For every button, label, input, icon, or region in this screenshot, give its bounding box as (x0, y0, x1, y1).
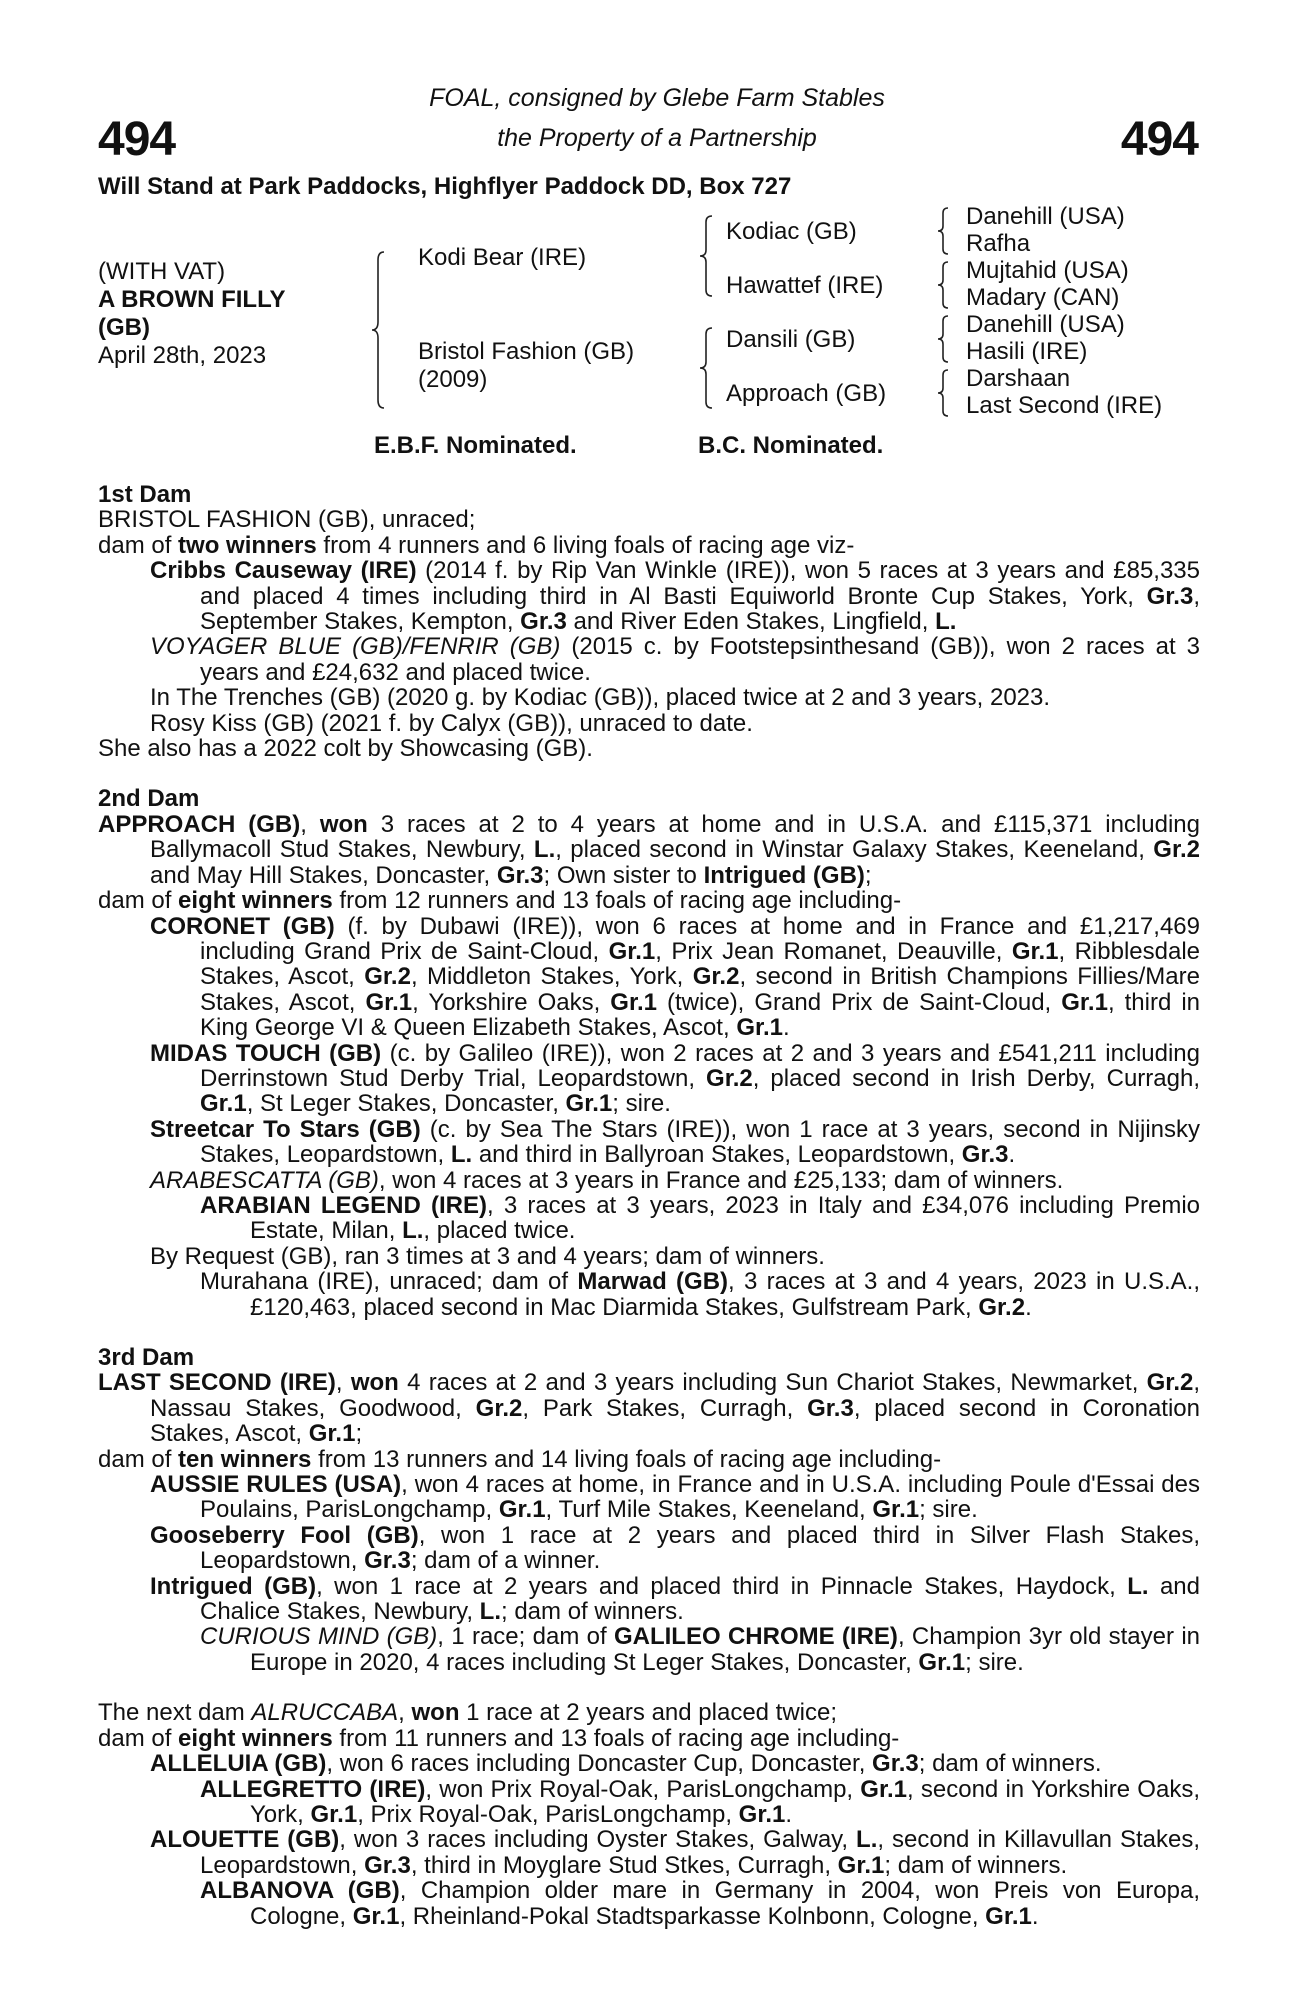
produce-entry: Cribbs Causeway (IRE) (2014 f. by Rip Van Winkle (IRE)), won 5 races at 3 years and £85,335 and placed 4 times including third in Al Basti Equiworld Bronte Cup Stakes, York, Gr.3, September Stakes, Kempton, Gr.3 and River Eden Stakes, Lingfield, L. (150, 557, 1200, 636)
produce-entry: By Request (GB), ran 3 times at 3 and 4 years; dam of winners. (150, 1242, 825, 1270)
produce-note: She also has a 2022 colt by Showcasing (GB). (98, 735, 593, 763)
third-dam-heading: 3rd Dam (98, 1344, 195, 1371)
fourth-dam-name: The next dam ALRUCCABA, won 1 race at 2 years and placed twice; (98, 1699, 838, 1727)
produce-entry: ALOUETTE (GB), won 3 races including Oyster Stakes, Galway, L., second in Killavullan Stakes, Leopardstown, Gr.3, third in Moyglare Stud Stkes, Curragh, Gr.1; dam of winners. (150, 1826, 1201, 1879)
produce-entry: In The Trenches (GB) (2020 g. by Kodiac (GB)), placed twice at 2 and 3 years, 2023. (150, 684, 1051, 712)
ggp-3: Mujtahid (USA) (966, 257, 1129, 284)
ggp-brace-4 (938, 368, 952, 418)
lot-number-right: 494 (1120, 113, 1198, 166)
first-dam-heading: 1st Dam (98, 481, 192, 508)
bc-nomination: B.C. Nominated. (698, 432, 884, 459)
produce-entry: AUSSIE RULES (USA), won 4 races at home, in France and in U.S.A. including Poule d'Essai des Poulains, ParisLongchamp, Gr.1, Turf Mile Stakes, Keeneland, Gr.1; sire. (150, 1471, 1200, 1524)
produce-entry: ARABESCATTA (GB), won 4 races at 3 years in France and £25,133; dam of winners. (150, 1166, 1064, 1194)
sire-sire: Kodiac (GB) (726, 218, 857, 245)
dam-dam: Approach (GB) (726, 380, 887, 407)
ebf-nomination: E.B.F. Nominated. (374, 432, 577, 459)
fourth-dam-produce: dam of eight winners from 11 runners and 13 foals of racing age including- (98, 1724, 900, 1752)
stand-location: Will Stand at Park Paddocks, Highflyer Paddock DD, Box 727 (98, 173, 792, 200)
ggp-brace-3 (938, 314, 952, 364)
ggp-8: Last Second (IRE) (966, 392, 1163, 419)
second-dam-produce: dam of eight winners from 12 runners and 13 foals of racing age including- (98, 887, 902, 915)
produce-entry: ARABIAN LEGEND (IRE), 3 races at 3 years, 2023 in Italy and £34,076 including Premio Estate, Milan, L., placed twice. (200, 1191, 1201, 1245)
dam-line-brace (700, 326, 720, 412)
ggp-brace-1 (938, 206, 952, 256)
sire: Kodi Bear (IRE) (418, 244, 587, 271)
horse-origin: (GB) (98, 314, 150, 341)
ggp-1: Danehill (USA) (966, 203, 1125, 230)
third-dam-produce: dam of ten winners from 13 runners and 14 living foals of racing age including- (98, 1445, 942, 1473)
first-dam-produce: dam of two winners from 4 runners and 6 living foals of racing age viz- (98, 531, 855, 559)
catalogue-body (98, 482, 1200, 1929)
dam-sire: Dansili (GB) (726, 326, 856, 353)
produce-entry: MIDAS TOUCH (GB) (c. by Galileo (IRE)), won 2 races at 2 and 3 years and £541,211 including Derrinstown Stud Derby Trial, Leopardstown, Gr.2, placed second in Irish Derby, Curragh, Gr.1, St Leger Stakes, Doncaster, Gr.1; sire. (150, 1039, 1200, 1118)
parents-brace (372, 250, 392, 410)
ggp-brace-2 (938, 260, 952, 310)
produce-entry: Rosy Kiss (GB) (2021 f. by Calyx (GB)), unraced to date. (150, 709, 753, 737)
dam-year: (2009) (418, 366, 488, 393)
dam: Bristol Fashion (GB) (418, 338, 635, 365)
third-dam-name: LAST SECOND (IRE), won 4 races at 2 and 3 years including Sun Chariot Stakes, Newmarket, Gr.2, Nassau Stakes, Goodwood, Gr.2, Park Stakes, Curragh, Gr.3, placed second in Coronation Stakes, Ascot, Gr.1; (98, 1369, 1201, 1448)
produce-entry: ALBANOVA (GB), Champion older mare in Germany in 2004, won Preis von Europa, Cologne, Gr.1, Rheinland-Pokal Stadtsparkasse Kolnbonn, Cologne, Gr.1. (200, 1877, 1201, 1930)
ggp-2: Rafha (966, 230, 1031, 257)
produce-entry: VOYAGER BLUE (GB)/FENRIR (GB) (2015 c. by Footstepsinthesand (GB)), won 2 races at 3 years and £24,632 and placed twice. (150, 633, 1200, 686)
ggp-7: Darshaan (966, 365, 1071, 392)
produce-entry: Streetcar To Stars (GB) (c. by Sea The Stars (IRE)), won 1 race at 3 years, second in Nijinsky Stakes, Leopardstown, L. and third in Ballyroan Stakes, Leopardstown, Gr.3. (150, 1115, 1200, 1169)
lot-number-left: 494 (98, 113, 176, 166)
produce-entry: CORONET (GB) (f. by Dubawi (IRE)), won 6 races at home and in France and £1,217,469 including Grand Prix de Saint-Cloud, Gr.1, Prix Jean Romanet, Deauville, Gr.1, Ribblesdale Stakes, Ascot, Gr.2, Middleton Stakes, York, Gr.2, second in British Champions Fillies/Mare Stakes, Ascot, Gr.1, Yorkshire Oaks, Gr.1 (twice), Grand Prix de Saint-Cloud, Gr.1, third in King George VI & Queen Elizabeth Stakes, Ascot, Gr.1. (150, 912, 1201, 1042)
consignor-line: FOAL, consigned by Glebe Farm Stables (429, 84, 885, 112)
sire-line-brace (700, 214, 720, 300)
produce-entry: ALLEGRETTO (IRE), won Prix Royal-Oak, ParisLongchamp, Gr.1, second in Yorkshire Oaks, York, Gr.1, Prix Royal-Oak, ParisLongchamp, Gr.1. (200, 1775, 1200, 1828)
sire-dam: Hawattef (IRE) (726, 272, 884, 299)
ggp-5: Danehill (USA) (966, 311, 1125, 338)
produce-entry: Intrigued (GB), won 1 race at 2 years and placed third in Pinnacle Stakes, Haydock, L. and Chalice Stakes, Newbury, L.; dam of winners. (150, 1572, 1200, 1626)
produce-entry: Murahana (IRE), unraced; dam of Marwad (GB), 3 races at 3 and 4 years, 2023 in U.S.A., £120,463, placed second in Mac Diarmida Stakes, Gulfstream Park, Gr.2. (200, 1268, 1200, 1321)
horse-description: A BROWN FILLY (98, 286, 286, 313)
produce-entry: ALLELUIA (GB), won 6 races including Doncaster Cup, Doncaster, Gr.3; dam of winners. (150, 1750, 1102, 1778)
second-dam-heading: 2nd Dam (98, 785, 200, 813)
first-dam-name: BRISTOL FASHION (GB), unraced; (98, 506, 476, 534)
produce-entry: Gooseberry Fool (GB), won 1 race at 2 years and placed third in Silver Flash Stakes, Leopardstown, Gr.3; dam of a winner. (150, 1521, 1200, 1575)
second-dam-name: APPROACH (GB), won 3 races at 2 to 4 years at home and in U.S.A. and £115,371 including Ballymacoll Stud Stakes, Newbury, L., placed second in Winstar Galaxy Stakes, Keeneland, Gr.2 and May Hill Stakes, Doncaster, Gr.3; Own sister to Intrigued (GB); (98, 810, 1200, 889)
vat-note: (WITH VAT) (98, 258, 226, 285)
ggp-4: Madary (CAN) (966, 284, 1120, 311)
produce-entry: CURIOUS MIND (GB), 1 race; dam of GALILEO CHROME (IRE), Champion 3yr old stayer in Europe in 2020, 4 races including St Leger Stakes, Doncaster, Gr.1; sire. (200, 1623, 1200, 1676)
ggp-6: Hasili (IRE) (966, 338, 1088, 365)
ownership-line: the Property of a Partnership (497, 124, 817, 152)
foaling-date: April 28th, 2023 (98, 342, 267, 369)
